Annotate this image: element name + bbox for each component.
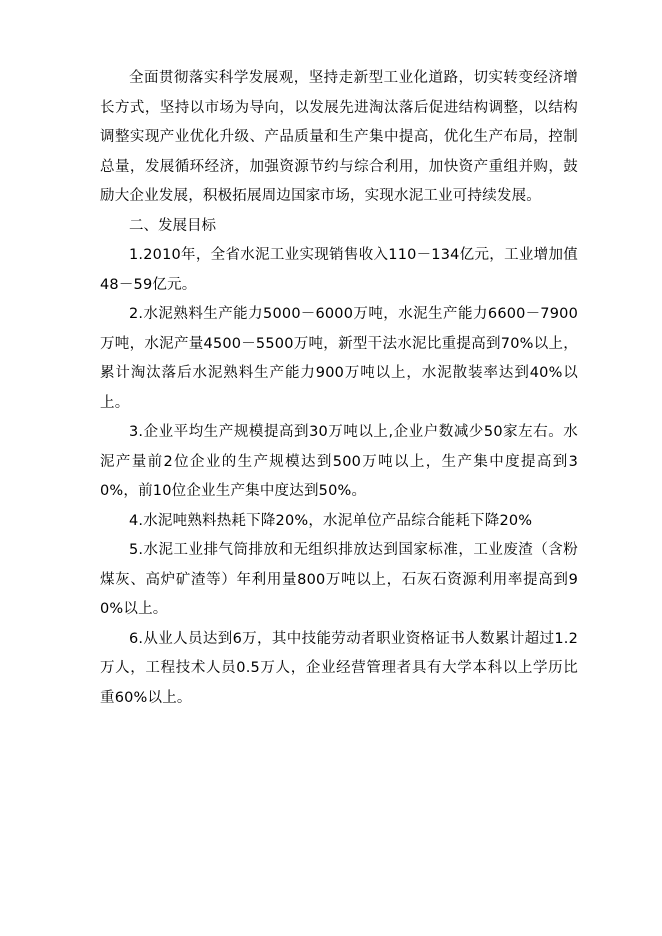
- intro-paragraph: 全面贯彻落实科学发展观，坚持走新型工业化道路，切实转变经济增长方式，坚持以市场为导向，以发展先进淘汰落后促进结构调整，以结构调整实现产业优化升级、产品质量和生产集中提高，优化生产布局，控制总量，发展循环经济，加强资源节约与综合利用，加快资产重组并购，鼓励大企业发展，积极拓展周边国家市场，实现水泥工业可持续发展。: [100, 70, 578, 204]
- goal-item-2: 2.水泥熟料生产能力5000－6000万吨，水泥生产能力6600－7900万吨，水泥产量4500－5500万吨，新型干法水泥比重提高到70%以上，累计淘汰落后水泥熟料生产能力900万吨以上，水泥散装率达到40%以上。: [100, 306, 578, 411]
- goal-item-4: 4.水泥吨熟料热耗下降20%，水泥单位产品综合能耗下降20%: [129, 512, 533, 529]
- goal-item-3: 3.企业平均生产规模提高到30万吨以上,企业户数减少50家左右。水泥产量前2位企业的生产规模达到500万吨以上，生产集中度提高到30%，前10位企业生产集中度达到50%。: [100, 424, 578, 499]
- document-page: [100, 64, 578, 713]
- goal-item-6: 6.从业人员达到6万，其中技能劳动者职业资格证书人数累计超过1.2万人，工程技术人员0.5万人，企业经营管理者具有大学本科以上学历比重60%以上。: [100, 630, 578, 706]
- section-heading: 二、发展目标: [129, 217, 216, 234]
- goal-item-1: 1.2010年，全省水泥工业实现销售收入110－134亿元，工业增加值48－59亿元。: [100, 247, 578, 293]
- goal-item-5: 5.水泥工业排气筒排放和无组织排放达到国家标准，工业废渣（含粉煤灰、高炉矿渣等）年利用量800万吨以上，石灰石资源利用率提高到90%以上。: [100, 542, 578, 617]
